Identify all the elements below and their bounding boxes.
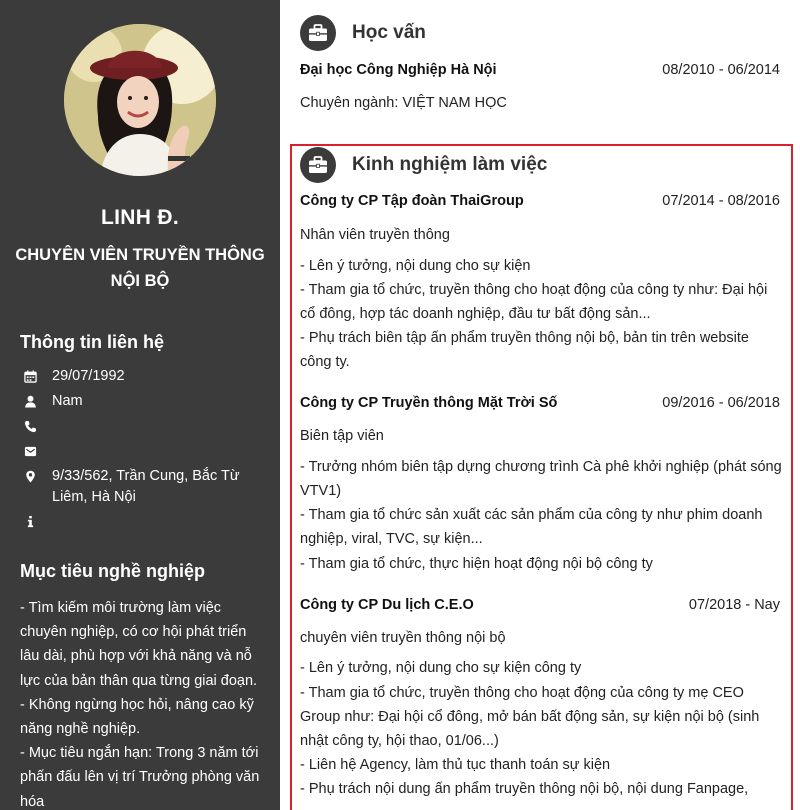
address-value: 9/33/562, Trần Cung, Bắc Từ Liêm, Hà Nội — [52, 468, 240, 505]
job-role: Nhân viên truyền thông — [300, 227, 450, 243]
experience-heading: Kinh nghiệm làm việc — [352, 154, 548, 175]
calendar-icon — [24, 366, 42, 387]
job-company: Công ty CP Tập đoàn ThaiGroup — [300, 193, 524, 209]
education-entry-head — [300, 61, 780, 79]
contact-heading: Thông tin liên hệ — [20, 332, 164, 352]
sidebar — [0, 0, 280, 810]
contact-email — [24, 441, 264, 462]
school-name: Đại học Công Nghiệp Hà Nội — [300, 62, 497, 78]
profile-title: CHUYÊN VIÊN TRUYỀN THÔNG NỘI BỘ — [15, 246, 265, 290]
job-role: Biên tập viên — [300, 428, 384, 444]
job-entry-head — [300, 596, 780, 614]
education-section-head — [300, 15, 426, 51]
briefcase-icon — [300, 15, 336, 51]
experience-section-head — [300, 147, 547, 183]
job-entry-head — [300, 394, 780, 412]
job-role: chuyên viên truyền thông nội bộ — [300, 630, 506, 646]
job-period: 09/2016 - 06/2018 — [662, 395, 780, 411]
job-duty: - Tham gia tổ chức, thực hiện hoạt động nội bộ công ty — [300, 556, 653, 572]
phone-icon — [24, 416, 42, 437]
goal-line: - Mục tiêu ngắn hạn: Trong 3 năm tới phấn đấu lên vị trí Trưởng phòng văn hóa — [20, 745, 260, 810]
contact-info — [24, 511, 264, 532]
info-icon — [24, 511, 42, 532]
contact-gender — [24, 391, 264, 412]
avatar — [64, 24, 216, 176]
job-entry-head — [300, 192, 780, 210]
map-pin-icon — [24, 466, 42, 487]
envelope-icon — [24, 441, 42, 462]
job-duty: - Liên hệ Agency, làm thủ tục thanh toán sự kiện — [300, 757, 611, 773]
job-duty: - Lên ý tưởng, nội dung cho sự kiện — [300, 258, 531, 274]
education-period: 08/2010 - 06/2014 — [662, 62, 780, 78]
contact-phone — [24, 416, 264, 437]
job-duty: - Tham gia tổ chức, truyền thông cho hoạt động của công ty như: Đại hội cổ đông, hợp tác doanh nghiệp, đầu tư bất động sản... — [300, 282, 768, 323]
career-goal-text — [20, 596, 264, 810]
job-duty: - Trưởng nhóm biên tập dựng chương trình Cà phê khởi nghiệp (phát sóng VTV1) — [300, 459, 782, 500]
education-major: Chuyên ngành: VIỆT NAM HỌC — [300, 95, 507, 111]
job-duty: - Phụ trách biên tập ấn phẩm truyền thông nội bộ, bản tin trên website công ty. — [300, 330, 749, 371]
contact-birthday — [24, 366, 264, 387]
job-company: Công ty CP Truyền thông Mặt Trời Số — [300, 395, 558, 411]
education-heading: Học vấn — [352, 22, 426, 43]
profile-name: LINH Đ. — [101, 206, 179, 229]
job-duty: - Phụ trách nội dung ấn phẩm truyền thông nội bộ, nội dung Fanpage, — [300, 781, 749, 797]
job-company: Công ty CP Du lịch C.E.O — [300, 597, 474, 613]
job-duty: - Tham gia tổ chức, truyền thông cho hoạt động của công ty mẹ CEO Group như: Đại hội cổ đông, mở bán bất động sản, sự kiện nội bộ (sinh nhật công ty, hội thao, 01/06...) — [300, 685, 760, 750]
portrait-image — [64, 24, 216, 176]
contact-address — [24, 466, 264, 508]
goal-line: - Tìm kiếm môi trường làm việc chuyên nghiệp, có cơ hội phát triển lâu dài, phù hợp với khả năng và nỗ lực của bản thân qua từng giai đoạn. — [20, 600, 258, 689]
briefcase-icon — [300, 147, 336, 183]
job-duty: - Tham gia tổ chức sản xuất các sản phẩm của công ty như phim doanh nghiệp, viral, TVC, sự kiện... — [300, 507, 763, 548]
job-duty: - Lên ý tưởng, nội dung cho sự kiện công ty — [300, 660, 582, 676]
job-period: 07/2014 - 08/2016 — [662, 193, 780, 209]
birthday-value: 29/07/1992 — [52, 368, 125, 384]
career-goal-heading: Mục tiêu nghề nghiệp — [20, 561, 205, 581]
gender-value: Nam — [52, 393, 83, 409]
goal-line: - Không ngừng học hỏi, nâng cao kỹ năng nghề nghiệp. — [20, 696, 254, 738]
user-icon — [24, 391, 42, 412]
job-period: 07/2018 - Nay — [688, 597, 780, 613]
